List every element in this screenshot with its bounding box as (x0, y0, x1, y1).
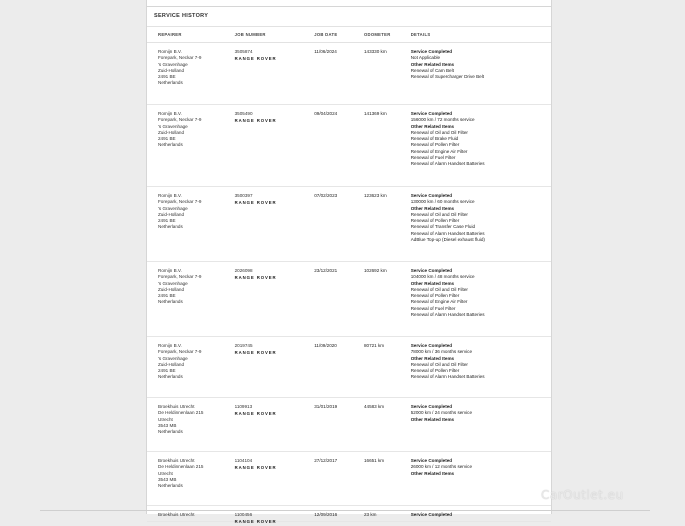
job-number: 1104104 (234, 458, 253, 463)
detail-line: Other Related Items (410, 470, 455, 476)
odometer-cell: 44583 km (363, 404, 385, 409)
detail-line: Renewal of Pollen Filter (410, 368, 460, 374)
table-header (147, 27, 551, 43)
details-cell (411, 193, 551, 261)
repairer-line: Romijn B.V. (158, 193, 182, 198)
repairer-line: De Heldinnenlaan 215 (158, 410, 204, 416)
repairer-line: De Heldinnenlaan 215 (158, 464, 204, 470)
range-rover-logo: RANGE ROVER (234, 411, 277, 417)
detail-line: Renewal of Oil and Oil Filter (410, 211, 468, 217)
detail-line: Renewal of Alarm Handset Batteries (410, 230, 485, 236)
job-date-cell: 11/09/2020 (314, 343, 337, 348)
detail-line: 130000 km / 60 months service (410, 199, 475, 205)
repairer-line: 2491 BE (158, 74, 176, 80)
repairer-line: Utrecht (158, 470, 173, 476)
range-rover-logo: RANGE ROVER (234, 118, 277, 124)
column-header-job-date: JOB DATE (314, 32, 338, 37)
range-rover-logo: RANGE ROVER (234, 56, 277, 62)
details-cell (411, 111, 551, 186)
repairer-line: 's Gravenhage (158, 123, 188, 129)
job-number: 3500397 (234, 193, 253, 198)
repairer-line: Netherlands (158, 80, 183, 86)
table-body (147, 43, 551, 525)
detail-line: Other Related Items (410, 355, 455, 361)
odometer-cell: 23 km (363, 512, 377, 517)
odometer-cell: 80721 km (363, 343, 385, 348)
detail-line: Service Completed (410, 49, 453, 54)
detail-line: Service Completed (410, 512, 453, 517)
detail-line: Service Completed (410, 343, 453, 348)
repairer-cell (147, 193, 235, 261)
table-row (147, 337, 551, 398)
repairer-line: Netherlands (158, 142, 183, 148)
details-cell (411, 49, 551, 104)
repairer-line: 2491 BE (158, 218, 176, 224)
odometer-cell: 141369 km (363, 111, 387, 116)
detail-line: Renewal of Engine Air Filter (410, 299, 468, 305)
job-date-cell: 23/12/2021 (314, 268, 338, 273)
detail-line: Renewal of Fuel Filter (410, 155, 456, 161)
detail-line: 104000 km / 48 months service (410, 274, 475, 280)
job-number-cell (234, 512, 315, 525)
repairer-line: Zuid-Holland (158, 129, 185, 135)
job-number-cell (235, 343, 315, 397)
details-cell (411, 268, 551, 336)
repairer-line: Forepark, Neckar 7-9 (158, 199, 202, 205)
bottom-divider (40, 510, 650, 511)
column-header-details: DETAILS (410, 32, 431, 37)
detail-line: Renewal of Oil and Oil Filter (410, 286, 468, 292)
job-date-cell: 12/09/2016 (314, 512, 338, 517)
odometer-cell: 102692 km (363, 268, 387, 273)
repairer-cell (147, 111, 235, 186)
repairer-cell (147, 512, 235, 521)
job-date-cell: 07/02/2023 (314, 193, 338, 198)
range-rover-logo: RANGE ROVER (234, 350, 277, 356)
repairer-line: Netherlands (158, 483, 183, 489)
table-row (147, 187, 551, 262)
table-row (147, 262, 551, 337)
detail-line: Renewal of Oil and Oil Filter (410, 361, 468, 367)
job-date-cell: 11/06/2024 (314, 49, 337, 54)
detail-line: Other Related Items (410, 416, 455, 422)
repairer-cell (147, 268, 235, 336)
detail-line: Renewal of Engine Air Filter (410, 148, 468, 154)
repairer-line: 3543 MB (158, 476, 177, 482)
detail-line: Service Completed (410, 268, 453, 273)
detail-line: Renewal of Pollen Filter (410, 142, 460, 148)
repairer-line: 2491 BE (158, 368, 176, 374)
detail-line: Renewal of Alarm Handset Batteries (410, 312, 485, 318)
repairer-line: 's Gravenhage (158, 355, 188, 361)
service-history-card (146, 0, 552, 525)
job-number-cell (235, 404, 315, 451)
repairer-line: Netherlands (158, 224, 183, 230)
detail-line: 52000 km / 24 months service (410, 410, 472, 416)
watermark-text: CarOutlet.eu (541, 488, 624, 502)
repairer-line: Romijn B.V. (158, 49, 182, 54)
repairer-line: Zuid-Holland (158, 67, 185, 73)
details-cell (411, 343, 551, 397)
detail-line: 26000 km / 12 months service (410, 464, 472, 470)
detail-line: Renewal of Alarm Handset Batteries (410, 374, 485, 380)
repairer-cell (147, 49, 235, 104)
repairer-line: Romijn B.V. (158, 343, 182, 348)
repairer-line: Forepark, Neckar 7-9 (158, 55, 202, 61)
repairer-line: 's Gravenhage (158, 61, 188, 67)
job-number: 2026098 (234, 268, 253, 273)
detail-line: Not Applicable (410, 55, 441, 61)
repairer-line: 3543 MB (158, 422, 177, 428)
section-title: SERVICE HISTORY (147, 7, 551, 27)
job-number: 1109913 (234, 404, 253, 409)
job-number: 3505874 (234, 49, 253, 54)
column-header-odometer: ODOMETER (363, 32, 391, 37)
odometer-cell: 143330 km (363, 49, 387, 54)
odometer-cell: 16651 km (363, 458, 385, 463)
repairer-line: Utrecht (158, 416, 173, 422)
job-date-cell: 09/04/2024 (314, 111, 338, 116)
card-top-bar (147, 0, 551, 7)
repairer-line: Broekhuis Utrecht (158, 404, 195, 409)
range-rover-logo: RANGE ROVER (234, 275, 277, 281)
range-rover-logo: RANGE ROVER (234, 465, 277, 471)
detail-line: Service Completed (410, 111, 453, 116)
odometer-cell: 123623 km (363, 193, 387, 198)
detail-line: Renewal of Pollen Filter (410, 218, 460, 224)
repairer-line: Forepark, Neckar 7-9 (158, 349, 202, 355)
repairer-line: Netherlands (158, 374, 183, 380)
detail-line: 156000 km / 72 months service (410, 117, 475, 123)
job-date-cell: 31/01/2019 (314, 404, 338, 409)
repairer-line: 's Gravenhage (158, 280, 188, 286)
repairer-line: Broekhuis Utrecht (158, 458, 195, 463)
detail-line: Other Related Items (410, 123, 455, 129)
table-row (147, 452, 551, 506)
repairer-line: Forepark, Neckar 7-9 (158, 117, 202, 123)
detail-line: Renewal of Transfer Case Fluid (410, 224, 476, 230)
detail-line: AdBlue Top-up (Diesel exhaust fluid) (410, 237, 485, 243)
column-header-repairer: REPAIRER (158, 32, 182, 37)
table-row (147, 506, 551, 525)
details-cell (411, 404, 551, 451)
range-rover-logo: RANGE ROVER (234, 200, 277, 206)
repairer-line: 's Gravenhage (158, 205, 188, 211)
repairer-line: Broekhuis Utrecht (158, 512, 195, 517)
table-row (147, 398, 551, 452)
range-rover-logo: RANGE ROVER (234, 519, 277, 525)
job-number-cell (235, 111, 315, 186)
job-number: 1100456 (234, 512, 253, 517)
repairer-line: Netherlands (158, 299, 183, 305)
detail-line: Renewal of Brake Fluid (410, 136, 459, 142)
job-number-cell (235, 193, 315, 261)
detail-line: Other Related Items (410, 280, 455, 286)
detail-line: Renewal of Cam Belt (410, 67, 454, 73)
detail-line: Service Completed (410, 404, 453, 409)
job-number-cell (235, 458, 315, 505)
table-row (147, 105, 551, 187)
detail-line: Renewal of Pollen Filter (410, 293, 460, 299)
job-number-cell (235, 49, 315, 104)
repairer-line: Romijn B.V. (158, 268, 182, 273)
job-number: 3505490 (234, 111, 253, 116)
detail-line: Renewal of Supercharger Drive Belt (410, 74, 484, 80)
details-cell (411, 458, 551, 505)
detail-line: Service Completed (410, 193, 453, 198)
repairer-cell (147, 404, 235, 451)
detail-line: Renewal of Alarm Handset Batteries (410, 161, 485, 167)
repairer-cell (147, 458, 235, 505)
repairer-line: Romijn B.V. (158, 111, 182, 116)
repairer-line: Netherlands (158, 429, 183, 435)
detail-line: Other Related Items (410, 205, 455, 211)
detail-line: Renewal of Oil and Oil Filter (410, 129, 468, 135)
job-number: 2019745 (234, 343, 253, 348)
repairer-line: Zuid-Holland (158, 211, 185, 217)
table-row (147, 43, 551, 105)
detail-line: Other Related Items (410, 61, 455, 67)
job-number-cell (235, 268, 315, 336)
repairer-line: 2491 BE (158, 136, 176, 142)
repairer-line: Forepark, Neckar 7-9 (158, 274, 202, 280)
repairer-line: 2491 BE (158, 293, 176, 299)
repairer-line: Zuid-Holland (158, 286, 185, 292)
detail-line: Renewal of Fuel Filter (410, 305, 456, 311)
repairer-line: Zuid-Holland (158, 361, 185, 367)
detail-line: Service Completed (410, 458, 453, 463)
job-date-cell: 27/12/2017 (314, 458, 338, 463)
repairer-cell (147, 343, 235, 397)
column-header-job-number: JOB NUMBER (234, 32, 266, 37)
detail-line: 78000 km / 36 months service (410, 349, 472, 355)
details-cell (411, 512, 551, 521)
